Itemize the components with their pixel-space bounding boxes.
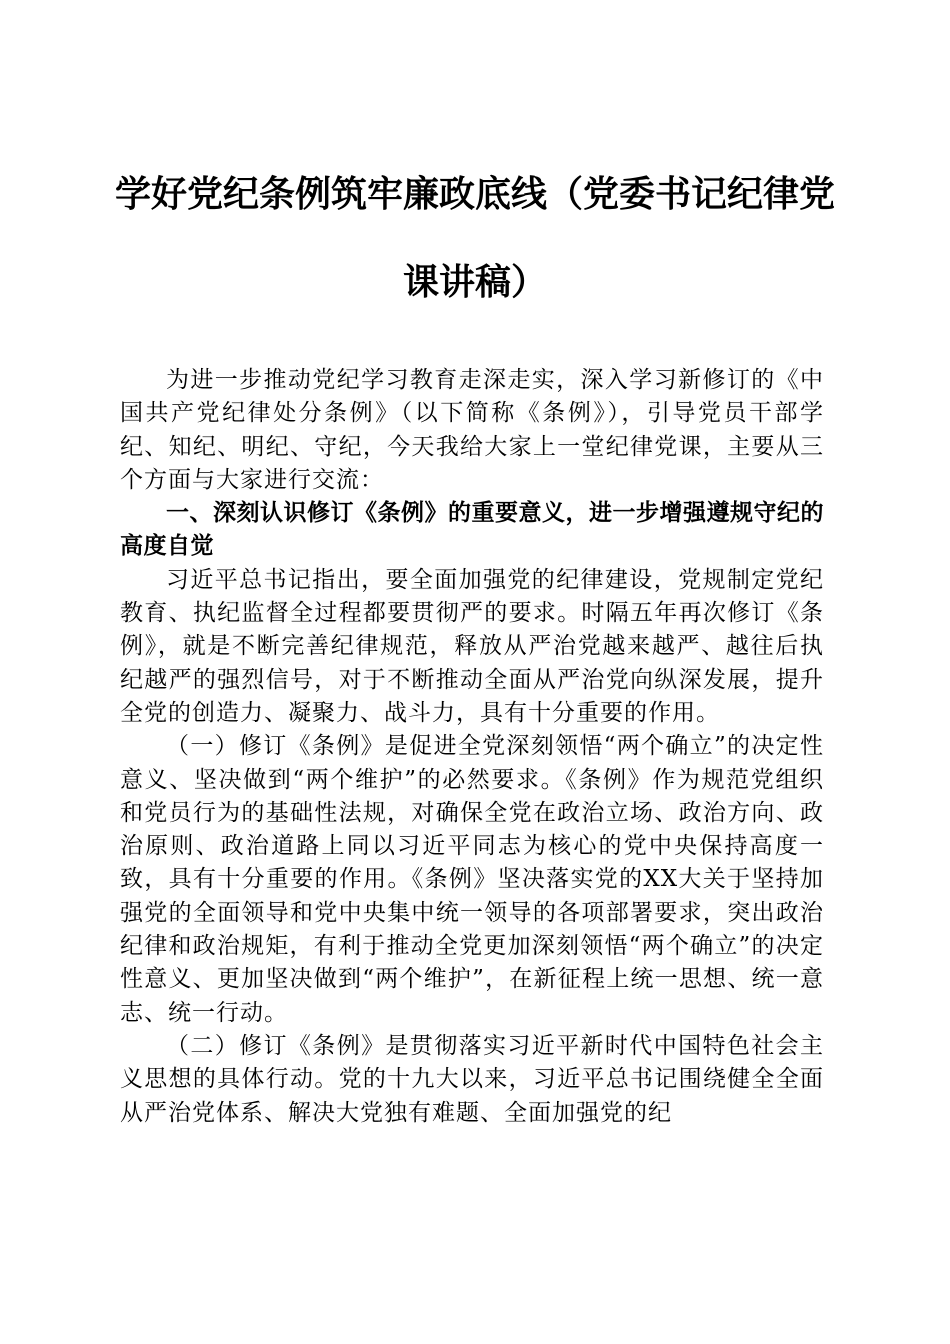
document-body — [120, 364, 824, 1130]
body-paragraph: （二）修订《条例》是贯彻落实习近平新时代中国特色社会主义思想的具体行动。党的十九大以来，习近平总书记围绕健全全面从严治党体系、解决大党独有难题、全面加强党的纪 — [120, 1032, 824, 1126]
document-title-line-1: 学好党纪条例筑牢廉政底线（党委书记纪律党 — [114, 173, 835, 215]
body-paragraph: （一）修订《条例》是促进全党深刻领悟“两个确立”的决定性意义、坚决做到“两个维护”的必然要求。《条例》作为规范党组织和党员行为的基础性法规，对确保全党在政治立场、政治方向、政治原则、政治道路上同以习近平同志为核心的党中央保持高度一致，具有十分重要的作用。《条例》坚决落实党的XX大关于坚持加强党的全面领导和党中央集中统一领导的各项部署要求，突出政治纪律和政治规矩，有利于推动全党更加深刻领悟“两个确立”的决定性意义、更加坚决做到“两个维护”，在新征程上统一思想、统一意志、统一行动。 — [120, 733, 824, 1026]
intro-paragraph: 为进一步推动党纪学习教育走深走实，深入学习新修订的《中国共产党纪律处分条例》（以下简称《条例》），引导党员干部学纪、知纪、明纪、守纪，今天我给大家上一堂纪律党课，主要从三个方面与大家进行交流： — [120, 367, 824, 493]
section-heading-1: 一、深刻认识修订《条例》的重要意义，进一步增强遵规守纪的高度自觉 — [120, 500, 824, 560]
document-title-line-2: 课讲稿） — [402, 261, 547, 303]
body-paragraph: 习近平总书记指出，要全面加强党的纪律建设，党规制定党纪教育、执纪监督全过程都要贯彻严的要求。时隔五年再次修订《条例》，就是不断完善纪律规范，释放从严治党越来越严、越往后执纪越严的强烈信号，对于不断推动全面从严治党向纵深发展，提升全党的创造力、凝聚力、战斗力，具有十分重要的作用。 — [120, 566, 824, 726]
